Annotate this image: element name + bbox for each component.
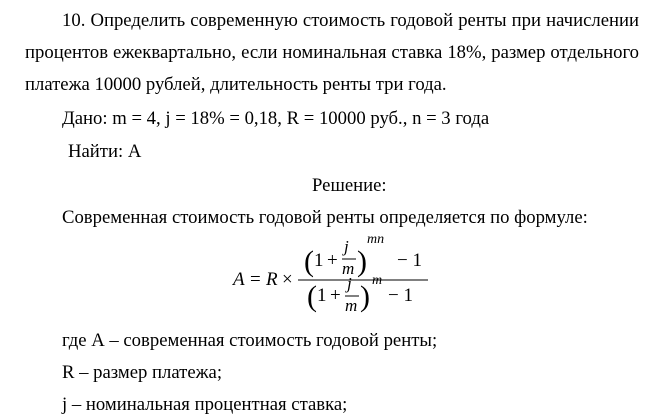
numerator-j: j [344,237,349,256]
denominator-one: 1 [317,285,327,306]
numerator-exponent-mn: mn [367,232,385,247]
definition-A: где А – современная стоимость годовой ренты; [62,330,438,351]
numerator-minus-one: − 1 [397,250,422,271]
denominator-j: j [347,274,352,293]
formula-intro: Современная стоимость годовой ренты определяется по формуле: [62,207,588,228]
numerator-open-paren: ( [304,245,314,278]
denominator-open-paren: ( [307,280,317,313]
find-line: Найти: А [68,141,142,162]
denominator-exponent-m: m [372,273,383,288]
denominator-m: m [345,296,358,315]
solution-heading: Решение: [312,175,387,196]
formula-times: × [282,269,293,290]
given-line: Дано: m = 4, j = 18% = 0,18, R = 10000 руб., n = 3 года [62,108,490,129]
problem-line-1: 10. Определить современную стоимость годовой ренты при начислении [62,10,639,31]
formula-R: R [266,269,278,290]
formula-equals: = [250,269,261,290]
numerator-close-paren: ) [357,245,367,278]
numerator-m: m [342,259,355,278]
definition-j: j – номинальная процентная ставка; [62,394,348,415]
formula-lhs-A: A [233,269,245,290]
denominator-plus: + [330,285,341,306]
definition-R: R – размер платежа; [62,362,223,383]
numerator-one: 1 [314,250,324,271]
problem-line-2: процентов ежеквартально, если номинальная ставка 18%, размер отдельного [25,42,639,63]
denominator-minus-one: − 1 [388,285,413,306]
numerator-plus: + [327,250,338,271]
denominator-close-paren: ) [360,280,370,313]
problem-line-3: платежа 10000 рублей, длительность ренты три года. [25,74,447,95]
